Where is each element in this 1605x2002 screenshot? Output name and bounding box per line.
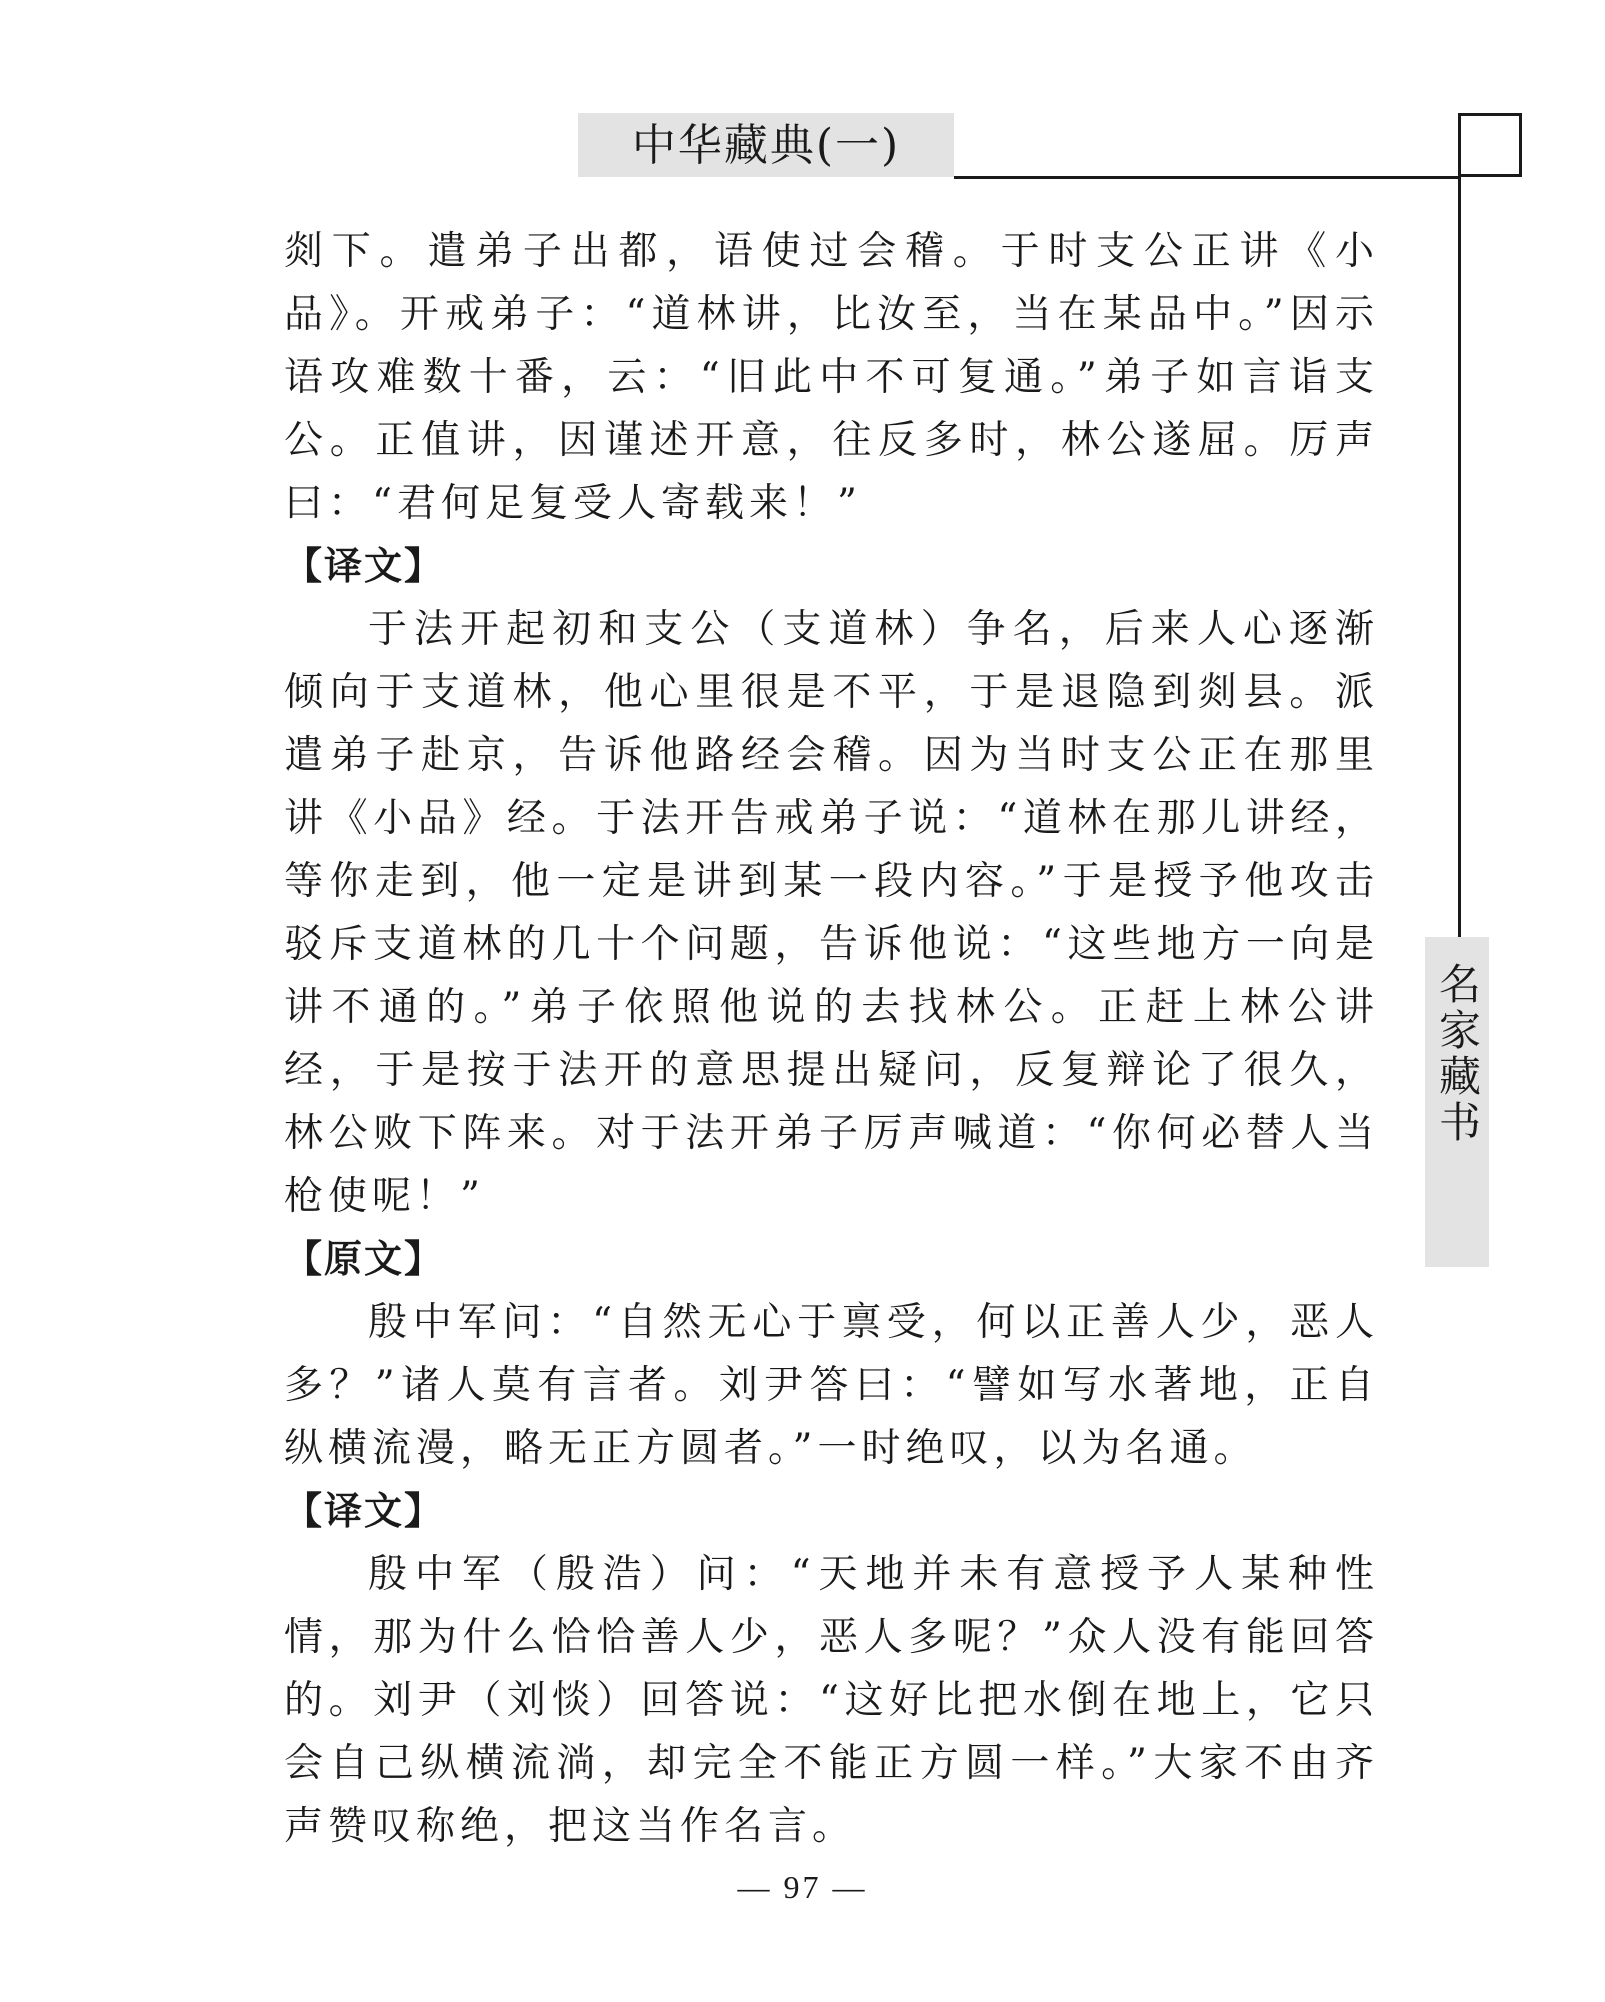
margin-vertical-rule: [1458, 176, 1461, 937]
section-heading-translation: 【译文】: [284, 544, 445, 588]
translation-paragraph: 于法开起初和支公（支道林）争名，后来人心逐渐倾向于支道林，他心里很是不平，于是退隐到剡县。派遣弟子赴京，告诉他路经会稽。因为当时支公正在那里讲《小品》经。于法开告戒弟子说：“道林在那儿讲经，等你走到，他一定是讲到某一段内容。”于是授予他攻击驳斥支道林的几十个问题，告诉他说：“这些地方一向是讲不通的。”弟子依照他说的去找林公。正赶上林公讲经，于是按于法开的意思提出疑问，反复辩论了很久，林公败下阵来。对于法开弟子厉声喊道：“你何必替人当枪使呢！”: [284, 607, 1379, 1219]
side-tab-label: 名家藏书: [1433, 962, 1482, 1146]
section-heading-original: 【原文】: [284, 1237, 445, 1281]
page-number: — 97 —: [737, 1869, 868, 1905]
corner-square-ornament: [1458, 113, 1522, 177]
book-title: 中华藏典(一): [631, 120, 901, 171]
page-body: [284, 220, 1379, 1858]
section-heading-translation: 【译文】: [284, 1489, 445, 1533]
translation-paragraph: 殷中军（殷浩）问：“天地并未有意授予人某种性情，那为什么恰恰善人少，恶人多呢？”众人没有能回答的。刘尹（刘惔）回答说：“这好比把水倒在地上，它只会自己纵横流淌，却完全不能正方圆一样。”大家不由齐声赞叹称绝，把这当作名言。: [284, 1552, 1379, 1849]
header-rule: [954, 176, 1459, 179]
original-text-continuation: 剡下。遣弟子出都，语使过会稽。于时支公正讲《小品》。开戒弟子：“道林讲，比汝至，当在某品中。”因示语攻难数十番，云：“旧此中不可复通。”弟子如言诣支公。正值讲，因谨述开意，往反多时，林公遂屈。厉声曰：“君何足复受人寄载来！”: [284, 229, 1379, 526]
original-text-paragraph: 殷中军问：“自然无心于禀受，何以正善人少，恶人多？”诸人莫有言者。刘尹答曰：“譬如写水著地，正自纵横流漫，略无正方圆者。”一时绝叹，以为名通。: [284, 1300, 1379, 1471]
